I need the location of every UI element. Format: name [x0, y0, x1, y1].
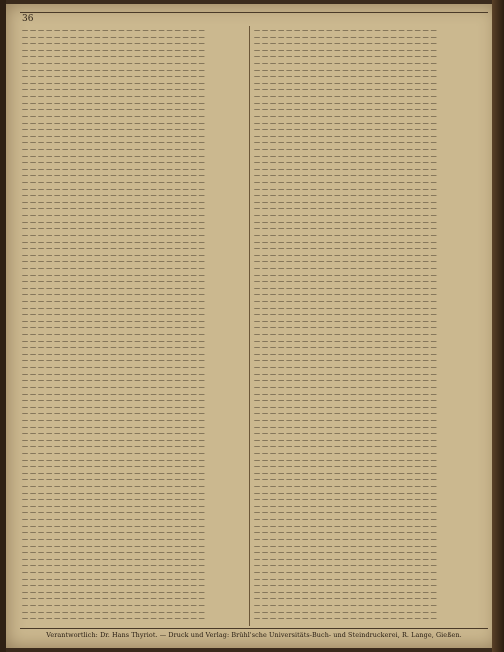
text-line: — — — — — — — — — — — — — — — — — — — — — — —	[22, 609, 205, 616]
text-line: — — — — — — — — — — — — — — — — — — — — — — —	[22, 180, 205, 187]
text-line: — — — — — — — — — — — — — — — — — — — — — — —	[254, 384, 437, 391]
text-line: — — — — — — — — — — — — — — — — — — — — — — —	[22, 444, 205, 451]
text-line: — — — — — — — — — — — — — — — — — — — — — — —	[254, 199, 437, 206]
text-line: — — — — — — — — — — — — — — — — — — — — — — —	[22, 279, 205, 286]
text-line: — — — — — — — — — — — — — — — — — — — — — — —	[254, 325, 437, 332]
text-line: — — — — — — — — — — — — — — — — — — — — — — —	[22, 239, 205, 246]
text-line: — — — — — — — — — — — — — — — — — — — — — — —	[254, 404, 437, 411]
text-line: — — — — — — — — — — — — — — — — — — — — — — —	[22, 100, 205, 107]
text-line: — — — — — — — — — — — — — — — — — — — — — — —	[254, 252, 437, 259]
text-line: — — — — — — — — — — — — — — — — — — — — — — —	[22, 232, 205, 239]
text-line: — — — — — — — — — — — — — — — — — — — — — — —	[22, 186, 205, 193]
text-line: — — — — — — — — — — — — — — — — — — — — — — —	[254, 318, 437, 325]
text-line: — — — — — — — — — — — — — — — — — — — — — — —	[22, 305, 205, 312]
text-line: — — — — — — — — — — — — — — — — — — — — — — —	[254, 186, 437, 193]
text-line: — — — — — — — — — — — — — — — — — — — — — — —	[254, 490, 437, 497]
text-line: — — — — — — — — — — — — — — — — — — — — — — —	[254, 67, 437, 74]
text-line: — — — — — — — — — — — — — — — — — — — — — — —	[254, 107, 437, 114]
text-line: — — — — — — — — — — — — — — — — — — — — — — —	[22, 576, 205, 583]
text-line: — — — — — — — — — — — — — — — — — — — — — — —	[254, 556, 437, 563]
text-line: — — — — — — — — — — — — — — — — — — — — — — —	[22, 523, 205, 530]
text-line: — — — — — — — — — — — — — — — — — — — — — — —	[22, 437, 205, 444]
text-line: — — — — — — — — — — — — — — — — — — — — — — —	[22, 431, 205, 438]
text-line: — — — — — — — — — — — — — — — — — — — — — — —	[254, 34, 437, 41]
text-line: — — — — — — — — — — — — — — — — — — — — — — —	[22, 34, 205, 41]
text-line: — — — — — — — — — — — — — — — — — — — — — — —	[22, 543, 205, 550]
text-line: — — — — — — — — — — — — — — — — — — — — — — —	[22, 252, 205, 259]
text-line: — — — — — — — — — — — — — — — — — — — — — — —	[22, 404, 205, 411]
text-line: — — — — — — — — — — — — — — — — — — — — — — —	[22, 74, 205, 81]
text-line: — — — — — — — — — — — — — — — — — — — — — — —	[254, 47, 437, 54]
text-line: — — — — — — — — — — — — — — — — — — — — — — —	[254, 523, 437, 530]
text-line: — — — — — — — — — — — — — — — — — — — — — — —	[254, 54, 437, 61]
text-line: — — — — — — — — — — — — — — — — — — — — — — —	[22, 265, 205, 272]
text-line: — — — — — — — — — — — — — — — — — — — — — — —	[254, 583, 437, 590]
text-line: — — — — — — — — — — — — — — — — — — — — — — —	[254, 153, 437, 160]
text-line: — — — — — — — — — — — — — — — — — — — — — — —	[22, 193, 205, 200]
text-line: — — — — — — — — — — — — — — — — — — — — — — —	[22, 358, 205, 365]
text-line: — — — — — — — — — — — — — — — — — — — — — — —	[254, 576, 437, 583]
text-line: — — — — — — — — — — — — — — — — — — — — — — —	[22, 510, 205, 517]
text-line: — — — — — — — — — — — — — — — — — — — — — — —	[254, 213, 437, 220]
text-line: — — — — — — — — — — — — — — — — — — — — — — —	[254, 94, 437, 101]
text-line: — — — — — — — — — — — — — — — — — — — — — — —	[22, 556, 205, 563]
text-line: — — — — — — — — — — — — — — — — — — — — — — —	[254, 338, 437, 345]
text-line: — — — — — — — — — — — — — — — — — — — — — — —	[22, 451, 205, 457]
text-line: — — — — — — — — — — — — — — — — — — — — — — —	[22, 272, 205, 279]
text-line: — — — — — — — — — — — — — — — — — — — — — — —	[22, 166, 205, 173]
text-line: — — — — — — — — — — — — — — — — — — — — — — —	[22, 47, 205, 54]
header-rule	[20, 12, 488, 13]
text-line: — — — — — — — — — — — — — — — — — — — — — — —	[22, 206, 205, 213]
text-line: — — — — — — — — — — — — — — — — — — — — — — —	[254, 312, 437, 319]
text-line: — — — — — — — — — — — — — — — — — — — — — — —	[254, 358, 437, 365]
text-line: — — — — — — — — — — — — — — — — — — — — — — —	[254, 484, 437, 491]
text-line: — — — — — — — — — — — — — — — — — — — — — — —	[254, 543, 437, 550]
text-line: — — — — — — — — — — — — — — — — — — — — — — —	[22, 457, 205, 464]
text-line: — — — — — — — — — — — — — — — — — — — — — — —	[22, 160, 205, 167]
text-line: — — — — — — — — — — — — — — — — — — — — — — —	[22, 259, 205, 266]
text-line: — — — — — — — — — — — — — — — — — — — — — — —	[22, 589, 205, 596]
text-line: — — — — — — — — — — — — — — — — — — — — — — —	[22, 417, 205, 424]
text-line: — — — — — — — — — — — — — — — — — — — — — — —	[254, 160, 437, 167]
text-line: — — — — — — — — — — — — — — — — — — — — — — —	[22, 497, 205, 504]
text-line: — — — — — — — — — — — — — — — — — — — — — — —	[22, 199, 205, 206]
text-line: — — — — — — — — — — — — — — — — — — — — — — —	[22, 530, 205, 537]
text-line: — — — — — — — — — — — — — — — — — — — — — — —	[254, 616, 437, 623]
text-line: — — — — — — — — — — — — — — — — — — — — — — —	[254, 503, 437, 510]
text-line: — — — — — — — — — — — — — — — — — — — — — — —	[254, 589, 437, 596]
text-line: — — — — — — — — — — — — — — — — — — — — — — —	[22, 146, 205, 153]
text-line: — — — — — — — — — — — — — — — — — — — — — — —	[254, 305, 437, 312]
text-line: — — — — — — — — — — — — — — — — — — — — — — —	[22, 384, 205, 391]
text-line: — — — — — — — — — — — — — — — — — — — — — — —	[254, 239, 437, 246]
text-line: — — — — — — — — — — — — — — — — — — — — — — —	[22, 54, 205, 61]
text-line: — — — — — — — — — — — — — — — — — — — — — — —	[22, 61, 205, 68]
text-line: — — — — — — — — — — — — — — — — — — — — — — —	[254, 193, 437, 200]
text-line: — — — — — — — — — — — — — — — — — — — — — — —	[22, 133, 205, 140]
text-line: — — — — — — — — — — — — — — — — — — — — — — —	[22, 318, 205, 325]
text-line: — — — — — — — — — — — — — — — — — — — — — — —	[22, 298, 205, 305]
text-line: — — — — — — — — — — — — — — — — — — — — — — —	[254, 140, 437, 147]
text-line: — — — — — — — — — — — — — — — — — — — — — — —	[254, 470, 437, 477]
text-line: — — — — — — — — — — — — — — — — — — — — — — —	[22, 226, 205, 233]
imprint-line: Verantwortlich: Dr. Hans Thyriot. — Druck und Verlag: Brühl'sche Universitäts-Buch- und Steindruckerei, R. Lange, Gießen.	[46, 631, 462, 639]
text-line: — — — — — — — — — — — — — — — — — — — — — — —	[22, 153, 205, 160]
text-line: — — — — — — — — — — — — — — — — — — — — — — —	[254, 41, 437, 48]
text-line: — — — — — — — — — — — — — — — — — — — — — — —	[254, 457, 437, 464]
text-line: — — — — — — — — — — — — — — — — — — — — — — —	[254, 61, 437, 68]
text-line: — — — — — — — — — — — — — — — — — — — — — — —	[254, 411, 437, 418]
text-line: — — — — — — — — — — — — — — — — — — — — — — —	[254, 477, 437, 484]
text-line: — — — — — — — — — — — — — — — — — — — — — — —	[22, 583, 205, 590]
text-line: — — — — — — — — — — — — — — — — — — — — — — —	[254, 431, 437, 438]
text-line: — — — — — — — — — — — — — — — — — — — — — — —	[254, 563, 437, 570]
text-line: — — — — — — — — — — — — — — — — — — — — — — —	[22, 503, 205, 510]
text-line: — — — — — — — — — — — — — — — — — — — — — — —	[22, 292, 205, 299]
text-line: — — — — — — — — — — — — — — — — — — — — — — —	[254, 285, 437, 292]
text-line: — — — — — — — — — — — — — — — — — — — — — — —	[254, 497, 437, 504]
text-line: — — — — — — — — — — — — — — — — — — — — — — —	[22, 477, 205, 484]
text-line: — — — — — — — — — — — — — — — — — — — — — — —	[22, 94, 205, 101]
text-line: — — — — — — — — — — — — — — — — — — — — — — —	[254, 378, 437, 385]
text-line: — — — — — — — — — — — — — — — — — — — — — — —	[254, 246, 437, 253]
text-line: — — — — — — — — — — — — — — — — — — — — — — —	[254, 371, 437, 378]
text-line: — — — — — — — — — — — — — — — — — — — — — — —	[22, 378, 205, 385]
text-line: — — — — — — — — — — — — — — — — — — — — — — —	[22, 67, 205, 74]
text-line: — — — — — — — — — — — — — — — — — — — — — — —	[22, 120, 205, 127]
text-column-left	[22, 28, 246, 626]
text-line: — — — — — — — — — — — — — — — — — — — — — — —	[254, 74, 437, 81]
text-line: — — — — — — — — — — — — — — — — — — — — — — —	[22, 464, 205, 471]
text-line: — — — — — — — — — — — — — — — — — — — — — — —	[22, 285, 205, 292]
text-line: — — — — — — — — — — — — — — — — — — — — — — —	[254, 292, 437, 299]
text-line: — — — — — — — — — — — — — — — — — — — — — — —	[254, 365, 437, 372]
text-line: — — — — — — — — — — — — — — — — — — — — — — —	[22, 424, 205, 431]
text-line: — — — — — — — — — — — — — — — — — — — — — — —	[254, 173, 437, 180]
text-line: — — — — — — — — — — — — — — — — — — — — — — —	[254, 180, 437, 187]
text-line: — — — — — — — — — — — — — — — — — — — — — — —	[22, 550, 205, 557]
text-line: — — — — — — — — — — — — — — — — — — — — — — —	[22, 569, 205, 576]
text-line: — — — — — — — — — — — — — — — — — — — — — — —	[22, 127, 205, 134]
text-line: — — — — — — — — — — — — — — — — — — — — — — —	[254, 265, 437, 272]
text-line: — — — — — — — — — — — — — — — — — — — — — — —	[22, 87, 205, 94]
text-line: — — — — — — — — — — — — — — — — — — — — — — —	[254, 417, 437, 424]
text-line: — — — — — — — — — — — — — — — — — — — — — — —	[254, 133, 437, 140]
text-line: — — — — — — — — — — — — — — — — — — — — — — —	[254, 332, 437, 339]
text-line: — — — — — — — — — — — — — — — — — — — — — — —	[22, 536, 205, 543]
text-line: — — — — — — — — — — — — — — — — — — — — — — —	[22, 325, 205, 332]
text-line: — — — — — — — — — — — — — — — — — — — — — — —	[22, 332, 205, 339]
text-line: — — — — — — — — — — — — — — — — — — — — — — —	[22, 246, 205, 253]
text-line: — — — — — — — — — — — — — — — — — — — — — — —	[254, 272, 437, 279]
text-line: — — — — — — — — — — — — — — — — — — — — — — —	[254, 80, 437, 87]
text-line: — — — — — — — — — — — — — — — — — — — — — — —	[254, 603, 437, 610]
text-line: — — — — — — — — — — — — — — — — — — — — — — —	[254, 451, 437, 457]
text-line: — — — — — — — — — — — — — — — — — — — — — — —	[254, 517, 437, 524]
text-line: — — — — — — — — — — — — — — — — — — — — — — —	[254, 424, 437, 431]
text-line: — — — — — — — — — — — — — — — — — — — — — — —	[22, 596, 205, 603]
text-line: — — — — — — — — — — — — — — — — — — — — — — —	[22, 80, 205, 87]
text-line: — — — — — — — — — — — — — — — — — — — — — — —	[22, 338, 205, 345]
footer-rule	[20, 628, 488, 629]
text-line: — — — — — — — — — — — — — — — — — — — — — — —	[22, 603, 205, 610]
text-line: — — — — — — — — — — — — — — — — — — — — — — —	[254, 146, 437, 153]
text-line: — — — — — — — — — — — — — — — — — — — — — — —	[22, 398, 205, 405]
page-number: 36	[22, 14, 34, 24]
text-line: — — — — — — — — — — — — — — — — — — — — — — —	[254, 530, 437, 537]
text-line: — — — — — — — — — — — — — — — — — — — — — — —	[22, 140, 205, 147]
text-line: — — — — — — — — — — — — — — — — — — — — — — —	[254, 351, 437, 358]
text-line: — — — — — — — — — — — — — — — — — — — — — — —	[22, 351, 205, 358]
text-line: — — — — — — — — — — — — — — — — — — — — — — —	[22, 391, 205, 398]
text-line: — — — — — — — — — — — — — — — — — — — — — — —	[22, 490, 205, 497]
text-line: — — — — — — — — — — — — — — — — — — — — — — —	[254, 398, 437, 405]
text-line: — — — — — — — — — — — — — — — — — — — — — — —	[254, 232, 437, 239]
text-line: — — — — — — — — — — — — — — — — — — — — — — —	[22, 517, 205, 524]
book-gutter	[492, 0, 504, 652]
text-line: — — — — — — — — — — — — — — — — — — — — — — —	[22, 107, 205, 114]
text-line: — — — — — — — — — — — — — — — — — — — — — — —	[254, 391, 437, 398]
text-line: — — — — — — — — — — — — — — — — — — — — — — —	[254, 87, 437, 94]
text-line: — — — — — — — — — — — — — — — — — — — — — — —	[254, 464, 437, 471]
text-line: — — — — — — — — — — — — — — — — — — — — — — —	[22, 371, 205, 378]
text-line: — — — — — — — — — — — — — — — — — — — — — — —	[254, 219, 437, 226]
text-line: — — — — — — — — — — — — — — — — — — — — — — —	[254, 166, 437, 173]
text-line: — — — — — — — — — — — — — — — — — — — — — — —	[254, 569, 437, 576]
text-line: — — — — — — — — — — — — — — — — — — — — — — —	[254, 609, 437, 616]
newspaper-page	[6, 4, 498, 648]
text-line: — — — — — — — — — — — — — — — — — — — — — — —	[254, 279, 437, 286]
text-line: — — — — — — — — — — — — — — — — — — — — — — —	[22, 219, 205, 226]
text-line: — — — — — — — — — — — — — — — — — — — — — — —	[254, 206, 437, 213]
text-line: — — — — — — — — — — — — — — — — — — — — — — —	[22, 365, 205, 372]
text-line: — — — — — — — — — — — — — — — — — — — — — — —	[254, 536, 437, 543]
text-line: — — — — — — — — — — — — — — — — — — — — — — —	[254, 345, 437, 352]
text-line: — — — — — — — — — — — — — — — — — — — — — — —	[254, 127, 437, 134]
text-line: — — — — — — — — — — — — — — — — — — — — — — —	[22, 563, 205, 570]
text-line: — — — — — — — — — — — — — — — — — — — — — — —	[22, 41, 205, 48]
text-line: — — — — — — — — — — — — — — — — — — — — — — —	[254, 596, 437, 603]
text-line: — — — — — — — — — — — — — — — — — — — — — — —	[22, 28, 205, 34]
text-line: — — — — — — — — — — — — — — — — — — — — — — —	[254, 259, 437, 266]
text-line: — — — — — — — — — — — — — — — — — — — — — — —	[22, 616, 205, 623]
text-column-right	[254, 28, 478, 626]
text-line: — — — — — — — — — — — — — — — — — — — — — — —	[254, 550, 437, 557]
text-line: — — — — — — — — — — — — — — — — — — — — — — —	[22, 411, 205, 418]
text-line: — — — — — — — — — — — — — — — — — — — — — — —	[254, 437, 437, 444]
text-line: — — — — — — — — — — — — — — — — — — — — — — —	[22, 213, 205, 220]
text-line: — — — — — — — — — — — — — — — — — — — — — — —	[22, 113, 205, 120]
text-line: — — — — — — — — — — — — — — — — — — — — — — —	[22, 470, 205, 477]
text-line: — — — — — — — — — — — — — — — — — — — — — — —	[254, 510, 437, 517]
text-line: — — — — — — — — — — — — — — — — — — — — — — —	[254, 298, 437, 305]
text-line: — — — — — — — — — — — — — — — — — — — — — — —	[254, 100, 437, 107]
text-line: — — — — — — — — — — — — — — — — — — — — — — —	[22, 312, 205, 319]
text-line: — — — — — — — — — — — — — — — — — — — — — — —	[254, 226, 437, 233]
text-line: — — — — — — — — — — — — — — — — — — — — — — —	[254, 28, 437, 34]
text-line: — — — — — — — — — — — — — — — — — — — — — — —	[22, 345, 205, 352]
text-line: — — — — — — — — — — — — — — — — — — — — — — —	[22, 173, 205, 180]
column-divider	[249, 26, 250, 626]
text-line: — — — — — — — — — — — — — — — — — — — — — — —	[254, 444, 437, 451]
text-line: — — — — — — — — — — — — — — — — — — — — — — —	[22, 484, 205, 491]
text-line: — — — — — — — — — — — — — — — — — — — — — — —	[254, 120, 437, 127]
text-line: — — — — — — — — — — — — — — — — — — — — — — —	[254, 113, 437, 120]
